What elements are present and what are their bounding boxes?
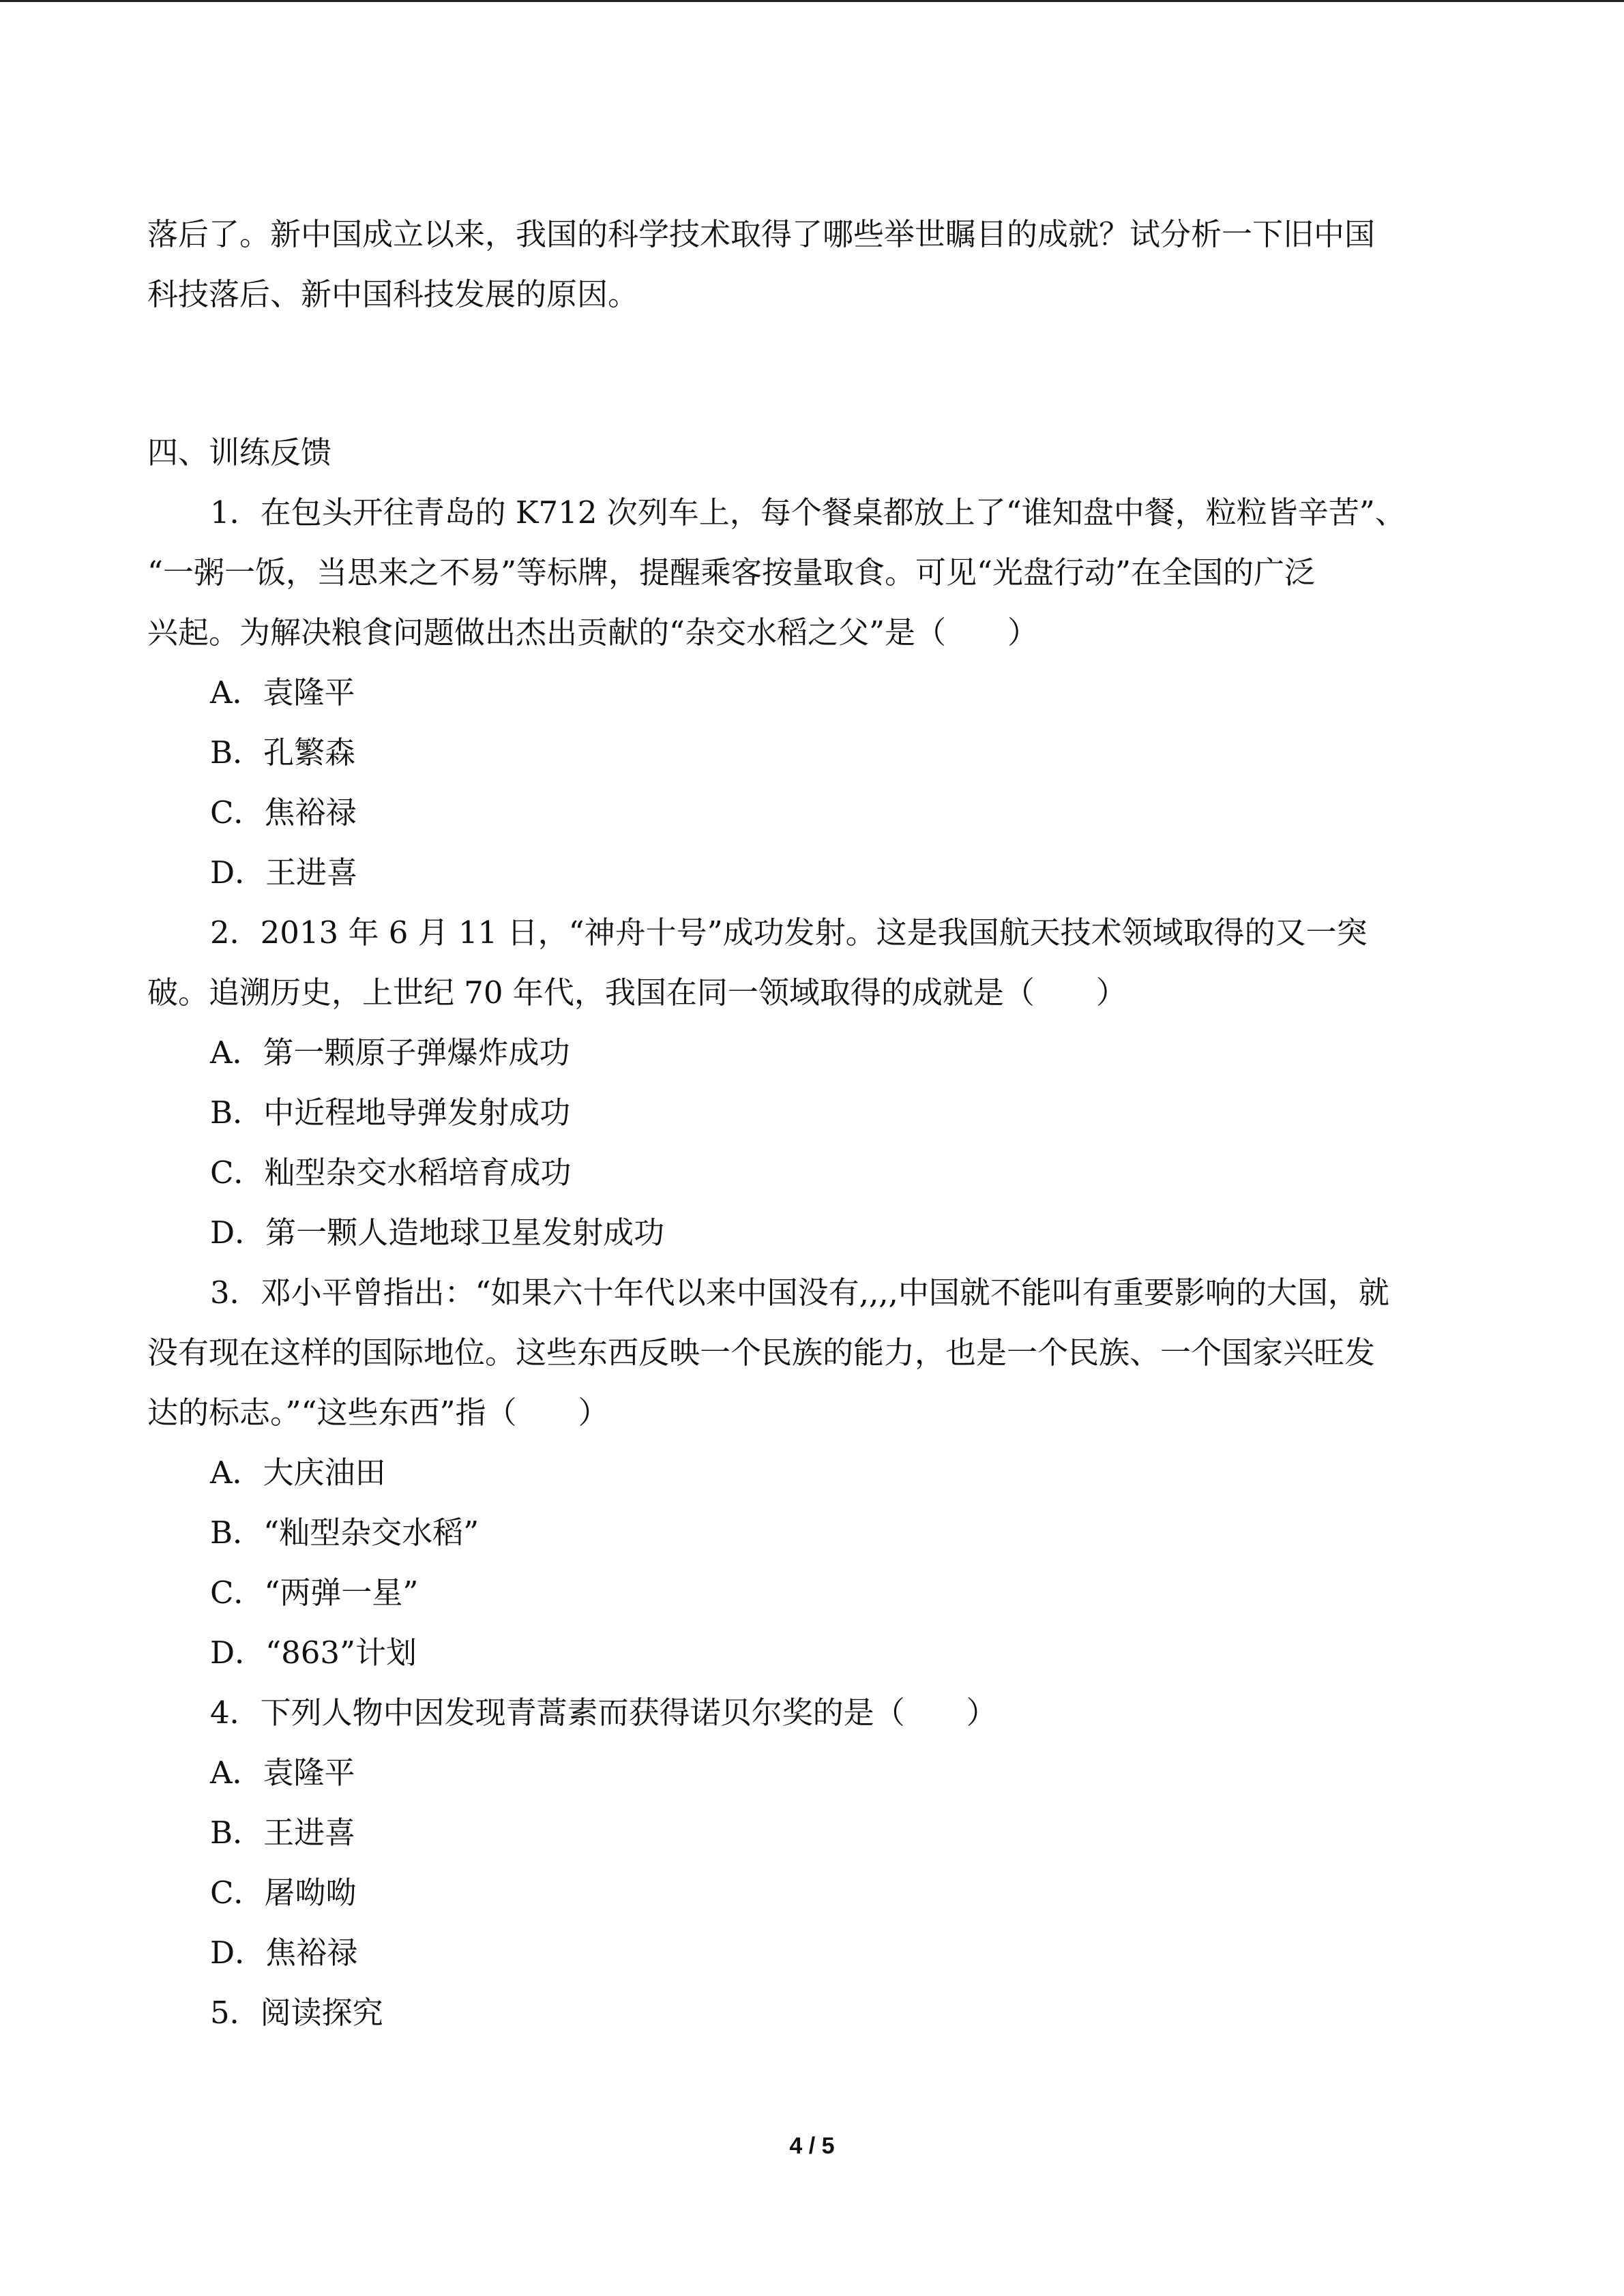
question-stem-line: “一粥一饭，当思来之不易”等标牌，提醒乘客按量取食。可见“光盘行动”在全国的广泛 bbox=[147, 554, 1316, 591]
question-4 bbox=[147, 1683, 1477, 1983]
answer-option: A．袁隆平 bbox=[210, 674, 355, 711]
answer-option: C．籼型杂交水稻培育成功 bbox=[210, 1154, 572, 1191]
answer-option: D．焦裕禄 bbox=[210, 1935, 358, 1971]
section-heading: 四、训练反馈 bbox=[147, 434, 332, 471]
question-stem-line: 5．阅读探究 bbox=[210, 1995, 383, 2031]
question-5 bbox=[147, 1983, 1477, 2043]
answer-option: C．屠呦呦 bbox=[210, 1875, 357, 1911]
answer-option: B．“籼型杂交水稻” bbox=[210, 1515, 479, 1551]
question-3 bbox=[147, 1263, 1477, 1683]
intro-line: 科技落后、新中国科技发展的原因。 bbox=[147, 276, 639, 312]
question-2 bbox=[147, 903, 1477, 1263]
answer-option: B．中近程地导弹发射成功 bbox=[210, 1094, 571, 1131]
intro-paragraph bbox=[147, 205, 1477, 325]
question-stem-line: 3．邓小平曾指出：“如果六十年代以来中国没有,,,,中国就不能叫有重要影响的大国，就 bbox=[210, 1274, 1389, 1311]
question-stem-line: 没有现在这样的国际地位。这些东西反映一个民族的能力，也是一个民族、一个国家兴旺发 bbox=[147, 1335, 1376, 1371]
answer-option: A．大庆油田 bbox=[210, 1455, 386, 1491]
answer-option: D．“863”计划 bbox=[210, 1635, 417, 1671]
top-border-line bbox=[0, 0, 1624, 2]
question-stem-line: 破。追溯历史，上世纪 70 年代，我国在同一领域取得的成就是（ ） bbox=[147, 974, 1127, 1011]
question-stem-line: 4．下列人物中因发现青蒿素而获得诺贝尔奖的是（ ） bbox=[210, 1695, 997, 1731]
answer-option: A．袁隆平 bbox=[210, 1755, 355, 1791]
answer-option: A．第一颗原子弹爆炸成功 bbox=[210, 1034, 570, 1071]
question-1 bbox=[147, 483, 1477, 903]
question-stem-line: 1．在包头开往青岛的 K712 次列车上，每个餐桌都放上了“谁知盘中餐，粒粒皆辛苦”、 bbox=[210, 494, 1406, 531]
question-stem-line: 兴起。为解决粮食问题做出杰出贡献的“杂交水稻之父”是（ ） bbox=[147, 614, 1039, 651]
answer-option: C．焦裕禄 bbox=[210, 794, 357, 831]
answer-option: D．第一颗人造地球卫星发射成功 bbox=[210, 1214, 665, 1251]
answer-option: C．“两弹一星” bbox=[210, 1575, 419, 1611]
intro-line: 落后了。新中国成立以来，我国的科学技术取得了哪些举世瞩目的成就？试分析一下旧中国 bbox=[147, 216, 1376, 252]
question-stem-line: 2．2013 年 6 月 11 日，“神舟十号”成功发射。这是我国航天技术领域取得的又一突 bbox=[210, 914, 1368, 951]
answer-option: D．王进喜 bbox=[210, 854, 358, 891]
answer-option: B．孔繁森 bbox=[210, 734, 356, 771]
answer-option: B．王进喜 bbox=[210, 1815, 356, 1851]
page-number: 4 / 5 bbox=[789, 2133, 835, 2159]
document-page bbox=[147, 205, 1477, 2043]
question-stem-line: 达的标志。”“这些东西”指（ ） bbox=[147, 1395, 609, 1431]
